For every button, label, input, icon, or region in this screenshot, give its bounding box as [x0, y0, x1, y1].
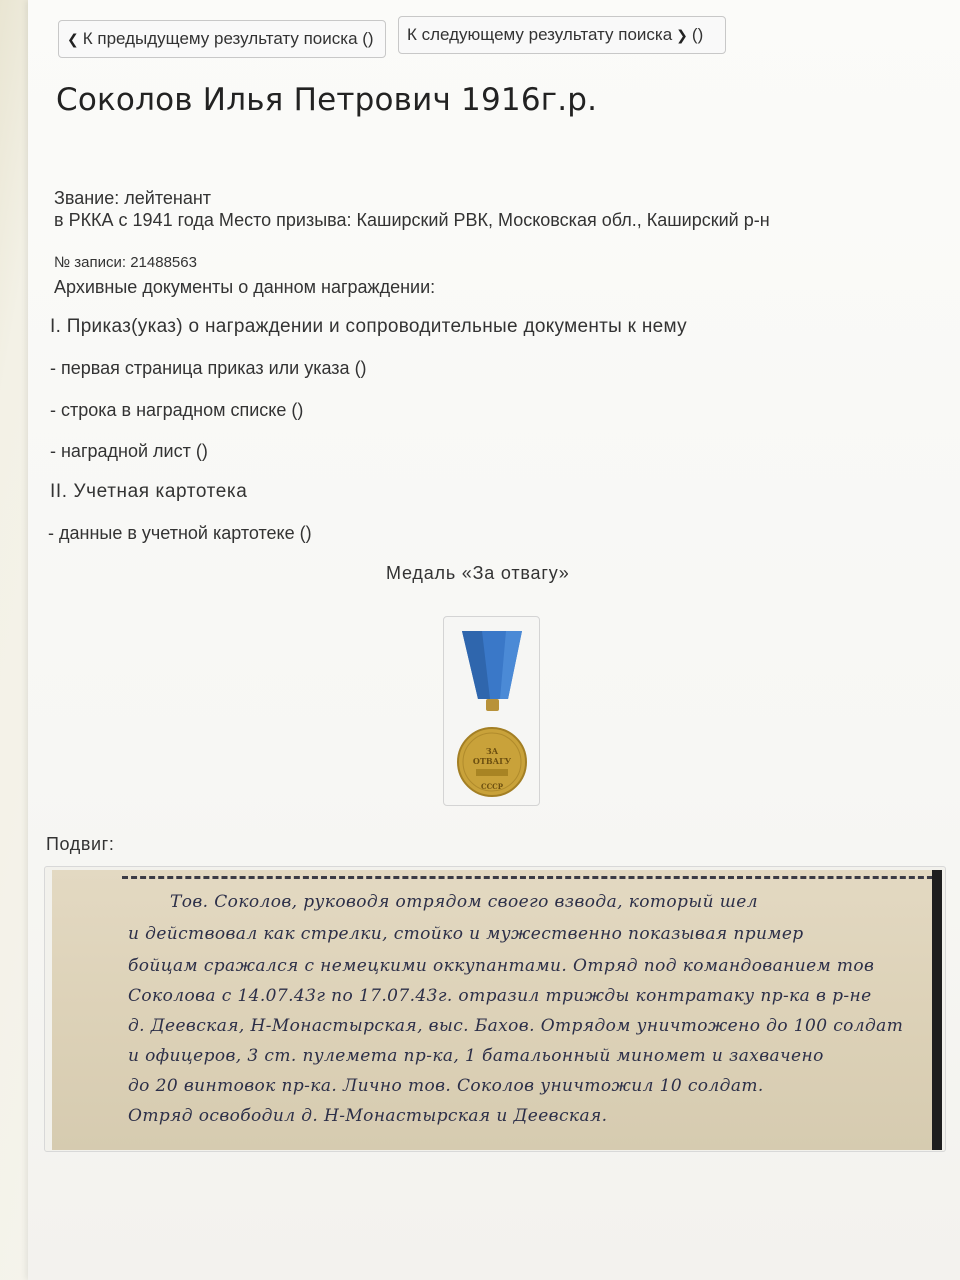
medal-ring — [486, 699, 499, 711]
feat-document-scan[interactable] — [52, 870, 942, 1150]
archive-heading: Архивные документы о данном награждении: — [54, 277, 436, 297]
feat-line-3: бойцам сражался с немецкими оккупантами. Отряд под командованием тов — [128, 956, 875, 976]
link-card-data[interactable]: - данные в учетной картотеке () — [48, 523, 312, 543]
chevron-left-icon: ❮ — [67, 30, 79, 47]
feat-line-5: д. Деевская, Н-Монастырская, выс. Бахов. Отрядом уничтожено до 100 солдат — [128, 1016, 904, 1036]
record-number: № записи: 21488563 — [54, 254, 197, 271]
link-first-page[interactable]: - первая страница приказ или указа () — [50, 358, 367, 378]
medal-text-3: СССР — [481, 782, 503, 791]
next-result-suffix: () — [691, 25, 704, 44]
section-orders: I. Приказ(указ) о награждении и сопроводительные документы к нему — [50, 316, 687, 337]
medal-graphic — [444, 617, 541, 807]
link-award-list-row[interactable]: - строка в наградном списке () — [50, 400, 304, 420]
section-card-index: II. Учетная картотека — [50, 481, 248, 502]
feat-line-4: Соколова с 14.07.43г по 17.07.43г. отразил трижды контратаку пр-ка в р-не — [128, 986, 872, 1006]
feat-line-2: и действовал как стрелки, стойко и мужественно показывая пример — [128, 924, 804, 944]
previous-result-button[interactable] — [58, 20, 386, 58]
scan-dashes — [122, 876, 942, 880]
feat-line-7: до 20 винтовок пр-ка. Лично тов. Соколов уничтожил 10 солдат. — [128, 1076, 764, 1096]
scan-edge — [932, 870, 942, 1150]
medal-tank — [476, 769, 508, 776]
link-award-sheet[interactable]: - наградной лист () — [50, 441, 208, 461]
medal-text-2: ОТВАГУ — [472, 756, 512, 766]
page-title: Соколов Илья Петрович 1916г.р. — [56, 82, 598, 118]
feat-line-1: Тов. Соколов, руководя отрядом своего взвода, который шел — [170, 892, 758, 912]
next-result-label: К следующему результату поиска — [407, 25, 673, 44]
medal-text-1: ЗА — [485, 746, 499, 756]
previous-result-label: К предыдущему результату поиска () — [82, 29, 374, 48]
feat-line-8: Отряд освободил д. Н-Монастырская и Деевская. — [128, 1106, 608, 1126]
feat-line-6: и офицеров, 3 ст. пулемета пр-ка, 1 батальонный миномет и захвачено — [128, 1046, 824, 1066]
medal-image[interactable] — [443, 616, 540, 806]
feat-label: Подвиг: — [46, 834, 115, 854]
chevron-right-icon: ❯ — [676, 26, 688, 43]
next-result-button[interactable] — [398, 16, 726, 54]
service-text: в РККА с 1941 года Место призыва: Каширский РВК, Московская обл., Каширский р-н — [54, 210, 770, 230]
medal-name: Медаль «За отвагу» — [386, 563, 570, 583]
rank-text: Звание: лейтенант — [54, 188, 212, 208]
